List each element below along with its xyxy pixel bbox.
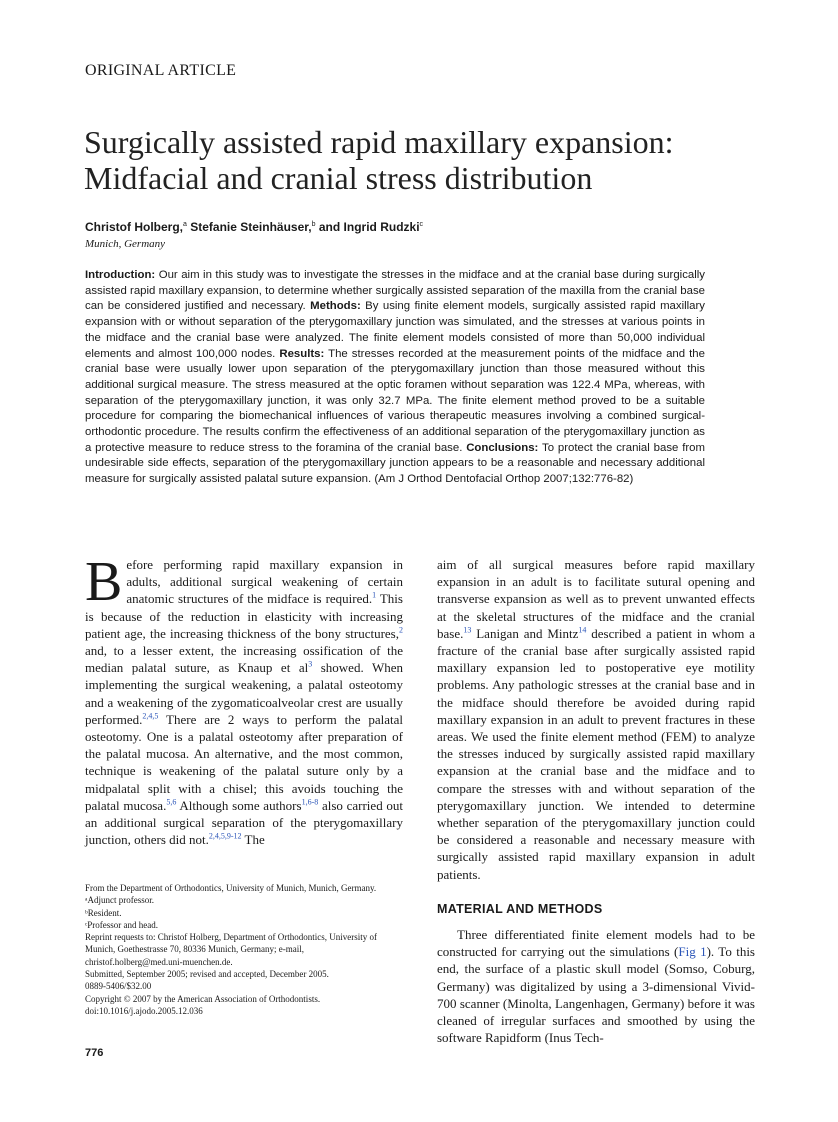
citation-link[interactable]: 2,4,5,9-12: [208, 831, 242, 841]
footnote: ᵇResident.: [85, 907, 122, 918]
author-name: Christof Holberg,: [85, 220, 183, 234]
body-text: showed. When implementing the surgical weakening, a palatal osteotomy and a weakening of the zygomaticoalveolar crest are usually performed.: [85, 660, 403, 727]
author-name: and Ingrid Rudzki: [315, 220, 420, 234]
title-line-1: Surgically assisted rapid maxillary expansion:: [84, 124, 674, 160]
footnote: Submitted, September 2005; revised and accepted, December 2005.: [85, 969, 329, 980]
citation-link[interactable]: 13: [463, 625, 472, 635]
footnotes: [85, 882, 403, 1017]
citation-link[interactable]: 14: [578, 625, 587, 635]
citation-link[interactable]: 5,6: [166, 797, 177, 807]
abstract-conclusions-label: Conclusions:: [466, 441, 539, 454]
abstract-results-label: Results:: [279, 347, 325, 360]
body-text: Although some authors: [176, 797, 302, 813]
body-text: The: [241, 832, 265, 848]
abstract-methods-label: Methods:: [310, 300, 361, 313]
section-label: ORIGINAL ARTICLE: [85, 62, 237, 79]
abstract-intro-text: Our aim in this study was to investigate the stresses in the midface and at the cranial base during surgically assisted rapid maxillary expansion, to determine whether surgically assisted separation of the maxilla from the cranial base can be considered justified and necessary.: [85, 269, 705, 313]
section-heading: MATERIAL AND METHODS: [437, 901, 603, 916]
abstract-results-text: The stresses recorded at the measurement points of the midface and the cranial base were usually lower upon separation of the pterygomaxillary junction than those measured without this additional surgical measure. The stress measured at the optic foramen without separation was 122.4 MPa, whereas, with separation of the pterygomaxillary junction, it was only 32.7 MPa. The finite element method proved to be a suitable procedure for comparing the biomechanical influences of various therapeutic measures involving a combined surgical-orthodontic procedure. The results confirm the effectiveness of an additional separation of the pterygomaxillary junction as a protective measure to reduce stress to the foramina of the cranial base.: [85, 347, 705, 454]
footnote: Reprint requests to: Christof Holberg, Department of Orthodontics, University of Munich, Goethestrasse 70, 80336 Munich, Germany; e-mail, christof.holberg@med.uni-muenchen.de.: [85, 932, 378, 967]
footnote: ᵃAdjunct professor.: [85, 895, 154, 906]
drop-cap: B: [85, 551, 123, 613]
abstract-intro-label: Introduction:: [85, 269, 156, 281]
body-text: efore performing rapid maxillary expansion in adults, additional surgical weakening of certain anatomic structures of the midface is required.: [126, 557, 403, 607]
page-number: 776: [85, 1047, 104, 1059]
figure-link[interactable]: Fig 1: [678, 944, 707, 960]
author-name: Stefanie Steinhäuser,: [186, 220, 312, 234]
footnote: ᶜProfessor and head.: [85, 919, 159, 930]
affiliation: Munich, Germany: [85, 238, 166, 250]
abstract: [85, 268, 705, 488]
citation-link[interactable]: 2: [399, 625, 403, 635]
abstract-conclusions-text: To protect the cranial base from undesirable side effects, separation of the pterygomaxillary junction appears to be a reasonable and necessary additional measure for surgically assisted palatal suture expansion. (Am J Orthod Dentofacial Orthop 2007;132:776-82): [85, 441, 705, 486]
author-affil-mark: a: [183, 221, 187, 228]
abstract-methods-text: By using finite element models, surgically assisted rapid maxillary expansion with or without separation of the pterygomaxillary junction was simulated, and the stresses at various points in the midface and the cranial base were analyzed. The finite element models consisted of more than 50,000 individual elements and almost 100,000 nodes.: [85, 300, 706, 360]
body-column-right: [437, 556, 755, 1046]
intro-paragraph: [85, 551, 404, 848]
body-text: described a patient in whom a fracture of the cranial base after surgically assisted rapid maxillary expansion led to postoperative eye motility problems. Any pathologic stresses at the cranial base and in the midface should therefore be avoided during rapid maxillary expansion in an adult to prevent fractures in these areas. We used the finite element method (FEM) to analyze the stresses induced by surgically assisted rapid maxillary expansion at the cranial base and the midface and to compare the stresses with and without separation of the pterygomaxillary junction. We intended to determine whether separation of the pterygomaxillary junction could be considered a reasonable and necessary measure with surgically assisted rapid maxillary expansion in adult patients.: [437, 625, 755, 882]
footnote: 0889-5406/$32.00: [85, 981, 152, 992]
article-title: [84, 124, 784, 196]
footnote: Copyright © 2007 by the American Association of Orthodontists.: [85, 993, 321, 1004]
footnote: From the Department of Orthodontics, University of Munich, Munich, Germany.: [85, 883, 377, 893]
author-list: [85, 220, 423, 234]
body-text: Lanigan and Mintz: [471, 625, 579, 641]
author-affil-mark: c: [419, 221, 424, 228]
body-text: and, to a lesser extent, the increasing ossification of the median palatal suture, as Knaup et al: [85, 643, 403, 676]
citation-link[interactable]: 3: [308, 659, 313, 669]
citation-link[interactable]: 1,6-8: [301, 797, 319, 807]
intro-paragraph-cont: [437, 556, 755, 883]
footnote: doi:10.1016/j.ajodo.2005.12.036: [85, 1005, 203, 1016]
author-affil-mark: b: [311, 221, 316, 228]
citation-link[interactable]: 2,4,5: [142, 711, 159, 721]
body-column-left: [85, 551, 404, 848]
body-text: aim of all surgical measures before rapid maxillary expansion in an adult is to facilitate sutural opening and transverse expansion as well as to prevent unwanted effects at the skeletal structures of the midface and the cranial base.: [437, 557, 755, 641]
methods-paragraph: [437, 926, 755, 1046]
body-text: This is because of the reduction in elasticity with increasing patient age, the increasing thickness of the bony structures,: [85, 591, 403, 641]
body-text: ). To this end, the surface of a plastic skull model (Somso, Coburg, Germany) was digitalized by using a 3-dimensional Vivid-700 scanner (Minolta, Langenhagen, Germany) before it was cleaned of irregular surfaces and smoothed by using the software Rapidform (Inus Tech-: [437, 944, 755, 1046]
body-text: also carried out an additional surgical separation of the pterygomaxillary junction, others did not.: [85, 797, 404, 848]
body-text: There are 2 ways to perform the palatal osteotomy. One is a palatal osteotomy after preparation of the palatal mucosa. An alternative, and the most common, technique is weakening of the palatal suture only by a midpalatal split with a chisel; this avoids touching the palatal mucosa.: [85, 711, 403, 813]
title-line-2: Midfacial and cranial stress distribution: [84, 160, 593, 196]
citation-link[interactable]: 1: [372, 591, 377, 601]
body-text: Three differentiated finite element models had to be constructed for carrying out the simulations (: [437, 927, 755, 960]
